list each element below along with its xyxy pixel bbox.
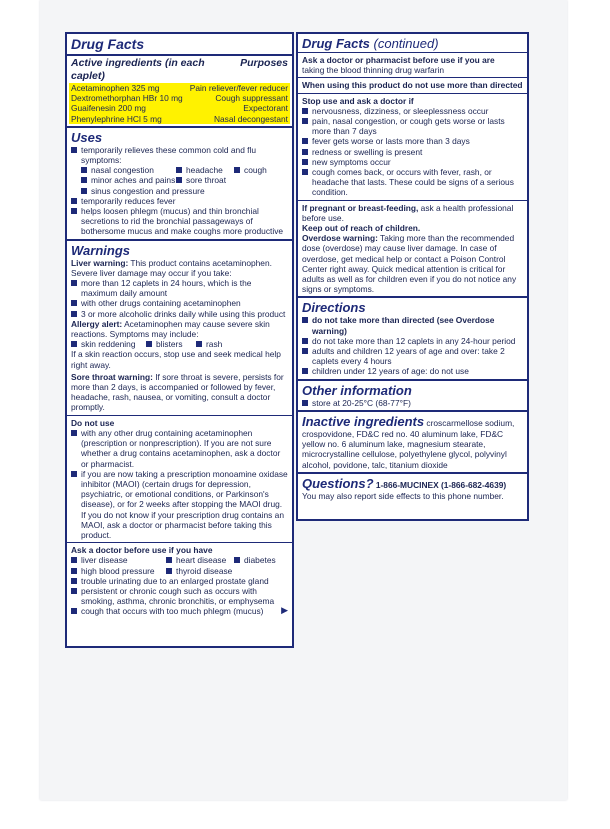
ask-doctor-title: Ask a doctor before use if you have bbox=[71, 545, 213, 556]
list-item: do not take more than directed (see Overdose warning) bbox=[302, 315, 523, 335]
list-item: with any other drug containing acetaminophen (prescription or nonprescription). If you are not sure whether a drug contains acetaminophen, ask a doctor or pharmacist. bbox=[71, 428, 288, 469]
list-item: do not take more than 12 caplets in any 24-hour period bbox=[302, 336, 523, 346]
list-item: helps loosen phlegm (mucus) and thin bronchial secretions to rid the bronchial passageways of bothersome mucus and make coughs more productive bbox=[71, 206, 288, 237]
list-item: store at 20-25°C (68-77°F) bbox=[302, 398, 523, 408]
ingredient-row: Phenylephrine HCl 5 mg Nasal decongestant bbox=[71, 113, 288, 124]
list-item: children under 12 years of age: do not use bbox=[302, 366, 523, 376]
keep-out-of-reach: Keep out of reach of children. bbox=[302, 223, 421, 234]
ingredients-list bbox=[69, 83, 290, 124]
list-item: temporarily relieves these common cold and flu symptoms: bbox=[71, 145, 288, 165]
when-using-title: When using this product do not use more than directed bbox=[302, 80, 523, 91]
list-item: fever gets worse or lasts more than 3 days bbox=[302, 136, 523, 146]
questions-text: You may also report side effects to this phone number. bbox=[302, 490, 504, 501]
list-item: new symptoms occur bbox=[302, 157, 523, 167]
list-item: if you are now taking a prescription monoamine oxidase inhibitor (MAOI) (certain drugs for depression, psychiatric, or emotional conditions, or Parkinson's disease), or for 2 weeks after stopping the MAOI drug. If you do not know if your prescription drug contains an MAOI, ask a doctor or pharmacist before taking this product. bbox=[71, 469, 288, 540]
ingredient-row: Guaifenesin 200 mg Expectorant bbox=[71, 103, 288, 114]
ask-pharmacist-text: taking the blood thinning drug warfarin bbox=[302, 65, 445, 76]
liver-warning: Liver warning: This product contains acetaminophen. Severe liver damage may occur if you take: bbox=[71, 257, 272, 278]
drug-facts-continued-title: Drug Facts (continued) bbox=[302, 36, 439, 51]
pregnancy-warning: If pregnant or breast-feeding, ask a health professional before use. bbox=[302, 202, 514, 223]
ingredient-row: Dextromethorphan HBr 10 mg Cough suppressant bbox=[71, 93, 288, 104]
drug-facts-panel-left bbox=[65, 32, 294, 648]
list-item: pain, nasal congestion, or cough gets worse or lasts more than 7 days bbox=[302, 116, 523, 136]
do-not-use-title: Do not use bbox=[71, 417, 115, 428]
continue-arrow-icon: ▶ bbox=[281, 605, 288, 616]
list-item: adults and children 12 years of age and over: take 2 caplets every 4 hours bbox=[302, 346, 523, 366]
sore-throat-warning: Sore throat warning: If sore throat is severe, persists for more than 2 days, is accompanied or followed by fever, headache, rash, nausea, or vomiting, consult a doctor promptly. bbox=[71, 371, 284, 413]
list-item: with other drugs containing acetaminophen bbox=[71, 298, 288, 308]
list-item: temporarily reduces fever bbox=[71, 196, 288, 206]
allergy-after: If a skin reaction occurs, stop use and seek medical help right away. bbox=[71, 349, 281, 370]
inactive-ingredients: Inactive ingredients croscarmellose sodium, crospovidone, FD&C red no. 40 aluminum lake, FD&C yellow no. 6 aluminum lake, magnesium stearate, microcrystalline cellulose, polyethylene glycol, polyvinyl alcohol, povidone, talc, titanium dioxide bbox=[302, 413, 515, 470]
other-information-title: Other information bbox=[302, 382, 412, 398]
list-item: redness or swelling is present bbox=[302, 147, 523, 157]
allergy-symptoms: skin reddening blisters rash bbox=[71, 339, 288, 349]
list-item: more than 12 caplets in 24 hours, which is the maximum daily amount bbox=[71, 278, 288, 298]
stop-use-title: Stop use and ask a doctor if bbox=[302, 95, 414, 106]
list-item: cough that occurs with too much phlegm (mucus) ▶ bbox=[71, 606, 288, 616]
active-ingredients-header: Active ingredients (in each caplet) bbox=[71, 57, 205, 82]
drug-facts-panel-right bbox=[296, 32, 529, 521]
list-item: 3 or more alcoholic drinks daily while using this product bbox=[71, 309, 288, 319]
questions-line: Questions? 1-866-MUCINEX (1-866-682-4639) bbox=[302, 475, 507, 491]
list-item: trouble urinating due to an enlarged prostate gland bbox=[71, 576, 288, 586]
directions-title: Directions bbox=[302, 300, 366, 316]
purposes-header: Purposes bbox=[240, 57, 288, 69]
overdose-warning: Overdose warning: Taking more than the recommended dose (overdose) may cause liver damage. In case of overdose, get medical help or contact a Poison Control Center right away. Quick medical attention is critical for adults as well as for children even if you do not notice any signs or symptoms. bbox=[302, 233, 517, 295]
drug-facts-title: Drug Facts bbox=[71, 36, 145, 52]
list-item: persistent or chronic cough such as occurs with smoking, asthma, chronic bronchitis, or emphysema bbox=[71, 586, 288, 606]
uses-title: Uses bbox=[71, 129, 103, 145]
ask-pharmacist-title: Ask a doctor or pharmacist before use if you are bbox=[302, 55, 495, 65]
ask-doctor-grid: liver disease heart disease diabetes high blood pressure thyroid disease bbox=[71, 555, 288, 575]
symptom-grid: nasal congestion headache cough minor aches and pains sore throat sinus congestion and pressure bbox=[71, 165, 288, 196]
allergy-alert: Allergy alert: Acetaminophen may cause severe skin reactions. Symptoms may include: bbox=[71, 318, 270, 340]
warnings-title: Warnings bbox=[71, 242, 130, 258]
ingredient-row: Acetaminophen 325 mg Pain reliever/fever reducer bbox=[71, 83, 288, 93]
list-item: nervousness, dizziness, or sleeplessness occur bbox=[302, 106, 523, 116]
list-item: cough comes back, or occurs with fever, rash, or headache that lasts. These could be signs of a serious condition. bbox=[302, 167, 523, 198]
